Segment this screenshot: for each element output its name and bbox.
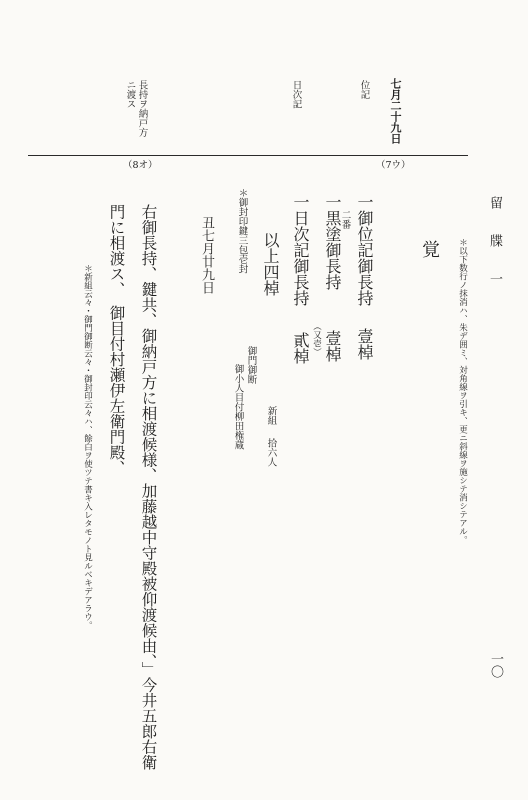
section-divider [28,155,468,156]
signatory-new-group: 新組 [265,406,277,425]
running-head-title: 留 牒 一 [487,196,502,291]
total-count: 以上四棹 [261,232,280,296]
page-title: 七月二十九日 [389,78,402,144]
document-date: 丑七月廿九日 [199,216,214,294]
closing-line-1: 右御長持、鍵共、御納戸方に相渡候様、加藤越中守殿被仰渡候由、」今井五郎右衛 [139,204,158,770]
label-nichijiki: 日次記 [290,80,302,109]
item-1-title: 一御位記御長持 [355,194,374,306]
footnote: ＊新組云々・御門御断云々・御封印云々ハ、餘白ヲ使ツテ書キ入レタモノト見ルベキデアラウ。 [82,264,93,630]
top-note-line-2: ニ渡ス [124,80,136,109]
closing-line-2: 門に相渡ス、 御目付村瀬伊左衛門殿、 [107,204,126,476]
item-2-prefix: 二番 [339,210,351,229]
item-2-title: 一黒塗御長持 [323,194,342,290]
seal-note: ＊御封印鍵三包壱封 [236,188,248,274]
top-note-line-1: 長持ヲ納戸方 [136,80,148,137]
item-3-count: 貳棹 [291,332,310,364]
page-number: 一〇 [488,652,503,678]
document-heading: 覚 [419,240,440,258]
column-number-right: （7ウ） [376,160,411,171]
item-3-title: 一日次記御長持 [291,194,310,306]
signatory-gate-1: 御門御断 [245,346,257,384]
item-3-note: （又壱） [311,322,322,356]
label-iki: 位記 [358,80,370,99]
item-2-count: 壹棹 [323,330,342,362]
column-number-left: （8オ） [123,160,158,171]
editor-note: ＊以下数行ノ抹消ハ、朱デ囲ミ、対角線ヲ引キ、更ニ斜線ヲ施シテ消シテアル。 [457,238,468,544]
signatory-gate-2: 御小人目付柳田権蔵 [232,364,244,450]
item-1-count: 壹棹 [355,328,374,360]
signatory-new-count: 拾六人 [265,438,277,467]
